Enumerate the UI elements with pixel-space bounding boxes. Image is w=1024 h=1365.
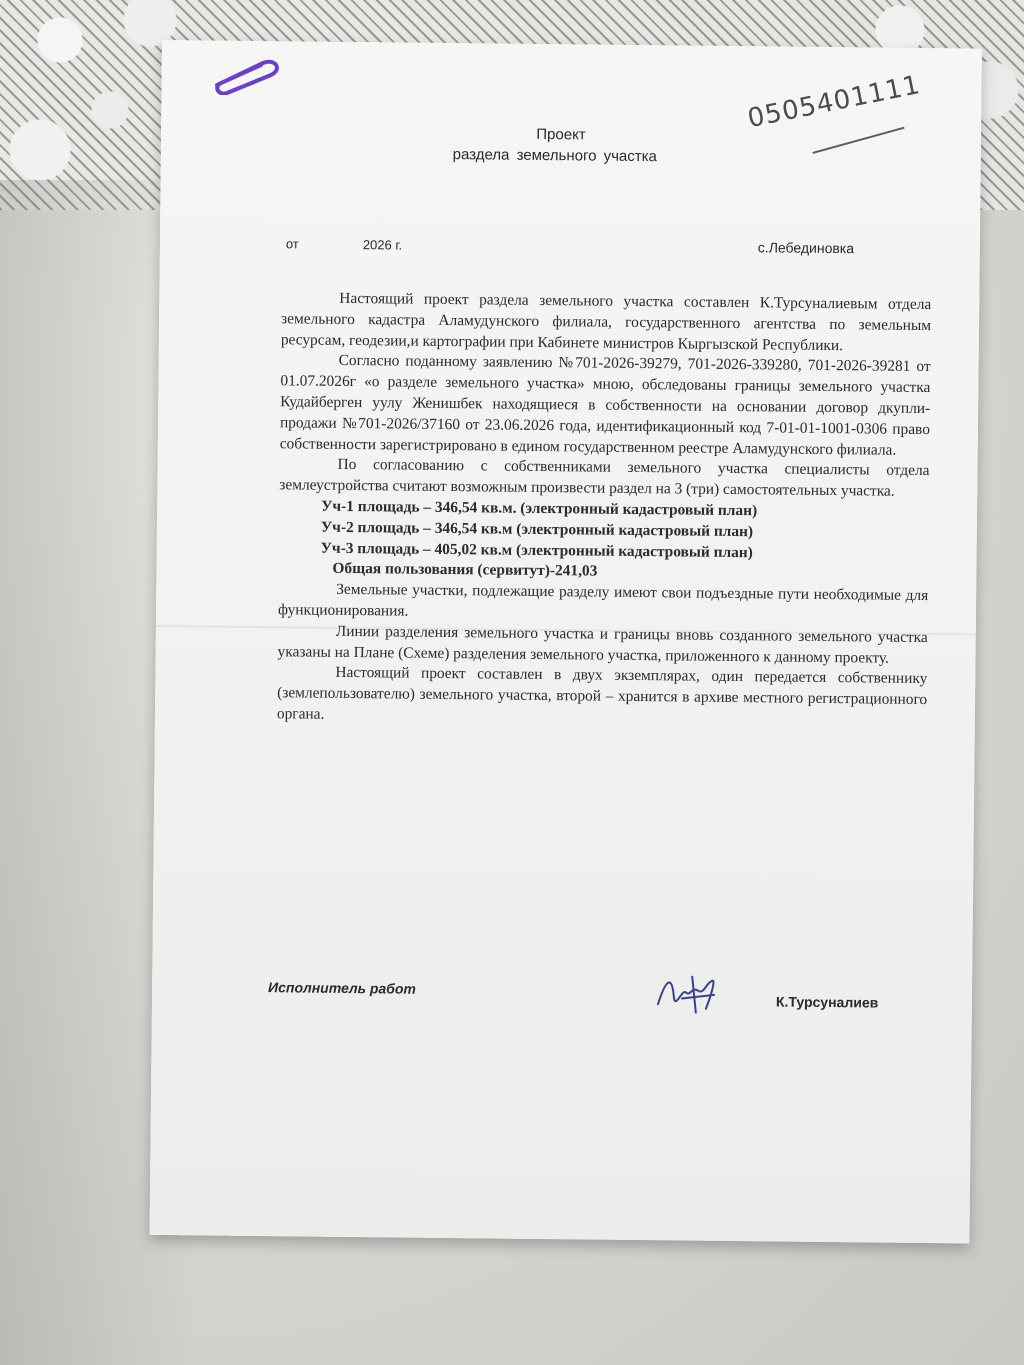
executor-label: Исполнитель работ — [268, 979, 416, 997]
paragraph-4: Земельные участки, подлежащие разделу имеют свои подъездные пути необходимые для функционирования. — [277, 581, 929, 620]
signature-icon — [652, 968, 732, 1017]
plot-item-3: Уч-3 площадь – 405,02 кв.м (электронный кадастровый план) — [320, 539, 753, 561]
date-year: 2026 г. — [362, 237, 403, 253]
paragraph-2: Согласно поданному заявлению №701-2026-39279, 701-2026-339280, 701-2026-39281 от 01.07.2026г «о разделе земельного участка» мною, обследованы границы земельного участка Кудайберген уулу Женишбек находящиеся в собственности на основании договор дкупли-продажи №701-2026/37160 от 23.06.2026 года, идентификационный код 7-01-01-1001-0306 право собственности зарегистрировано в едином государственном реестре Аламудунского филиала. — [279, 352, 931, 459]
document-title: Проект — [536, 125, 586, 144]
paragraph-5: Линии разделения земельного участка и границы вновь созданного земельного участка указаны на Плане (Схеме) разделения земельного участка, приложенного к данному проекту. — [277, 622, 928, 667]
document-subtitle: раздела земельного участка — [452, 146, 658, 166]
date-label: от — [285, 236, 299, 252]
paragraph-3: По согласованию с собственниками земельного участка специалисты отдела землеустройства считают возможным произвести раздел на 3 (три) самостоятельных участка. — [279, 456, 930, 500]
plot-item-1: Уч-1 площадь – 346,54 кв.м. (электронный кадастровый план) — [321, 497, 758, 520]
paragraph-1: Настоящий проект раздела земельного участка составлен К.Турсуналиевым отдела земельного кадастра Аламудунского филиала, государственного агентства по земельным ресурсам, геодезии,и картографии при Кабинете министров Кыргызской Республики. — [280, 289, 932, 354]
document-sheet — [149, 40, 981, 1244]
document-body — [277, 288, 932, 732]
paperclip-icon — [205, 55, 285, 95]
executor-name: К.Турсуналиев — [775, 993, 879, 1011]
plot-item-2: Уч-2 площадь – 346,54 кв.м (электронный кадастровый план) — [320, 518, 754, 540]
plot-list — [278, 496, 929, 586]
paragraph-6: Настоящий проект составлен в двух экземплярах, один передается собственнику (землепользователю) земельного участка, второй – хранится в архиве местного регистрационного органа. — [276, 664, 928, 723]
common-use-area: Общая пользования (сервитут)-241,03 — [332, 560, 598, 580]
place-name: с.Лебединовка — [757, 239, 855, 257]
handwritten-phone-note: 0505401111 — [745, 70, 924, 135]
